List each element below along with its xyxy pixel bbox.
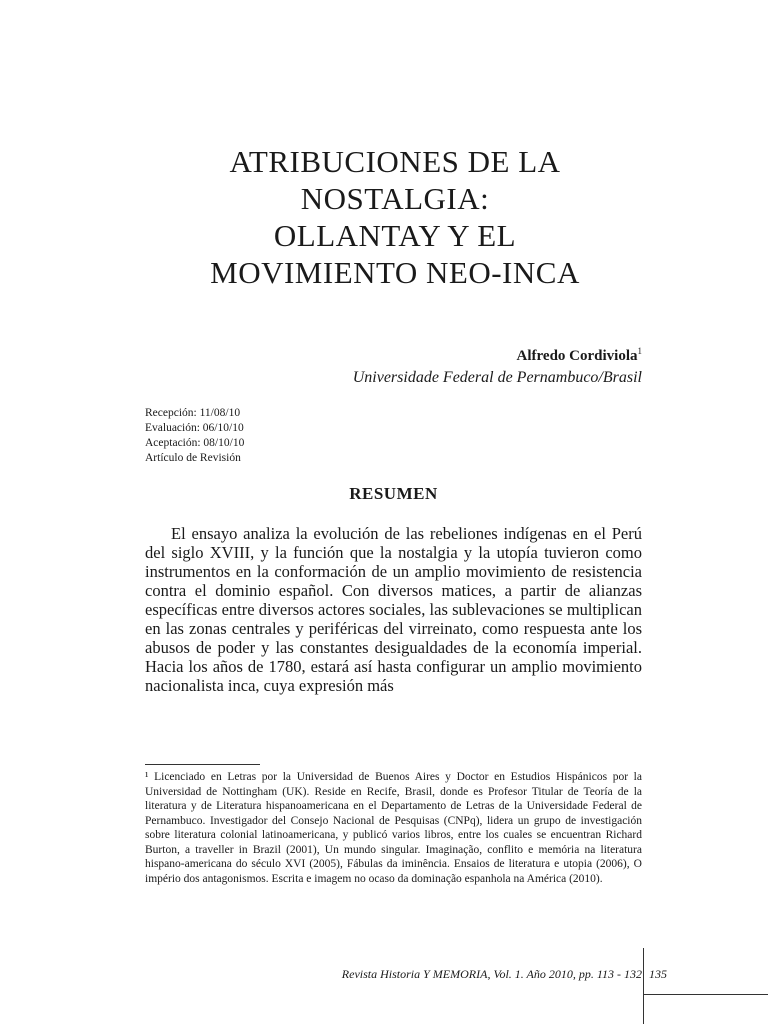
abstract-text: El ensayo analiza la evolución de las rebeliones indígenas en el Perú del siglo XVIII, y la función que la nostalgia y la utopía tuvieron como instrumentos en la conformación de un amplio movimiento de resistencia contra el dominio español. Con diversos matices, a partir de alianzas específicas entre diversos actores sociales, las sublevaciones se multiplican en las zonas centrales y periféricas del virreinato, como respuesta ante los abusos de poder y las constantes desigualdades de la economía imperial. Hacia los años de 1780, estará así hasta configurar un amplio movimiento nacionalista inca, cuya expresión más <box>145 524 642 695</box>
journal-citation: Revista Historia Y MEMORIA, Vol. 1. Año 2010, pp. 113 - 132 <box>341 967 642 981</box>
evaluation-date: Evaluación: 06/10/10 <box>145 422 244 434</box>
title-line-4: MOVIMIENTO NEO-INCA <box>210 254 580 290</box>
footnote-divider <box>145 764 260 765</box>
reception-date: Recepción: 11/08/10 <box>145 407 241 419</box>
crop-mark-horizontal <box>643 994 768 995</box>
abstract-heading: RESUMEN <box>349 484 438 503</box>
article-title <box>100 143 690 291</box>
article-dates <box>145 406 244 466</box>
author-affiliation: Universidade Federal de Pernambuco/Brasil <box>352 369 642 386</box>
crop-mark-vertical <box>643 948 644 1024</box>
author-name: Alfredo Cordiviola <box>516 348 638 364</box>
acceptance-date: Aceptación: 08/10/10 <box>145 437 245 449</box>
title-line-1: ATRIBUCIONES DE LA <box>229 143 561 179</box>
author-block <box>517 346 642 365</box>
title-line-3: OLLANTAY Y EL <box>273 217 517 253</box>
title-line-2: NOSTALGIA: <box>300 180 490 216</box>
article-type: Artículo de Revisión <box>145 452 241 464</box>
page-number: 135 <box>649 967 667 981</box>
footnote-text: ¹ Licenciado en Letras por la Universidad de Buenos Aires y Doctor en Estudios Hispánicos por la Universidad de Nottingham (UK). Reside en Recife, Brasil, donde es Profesor Titular de Teoría de la literatura y de Literatura hispanoamericana en el Departamento de Letras de la Universidade Federal de Pernambuco. Investigador del Consejo Nacional de Pesquisas (CNPq), lidera un grupo de investigación sobre literatura colonial latinoamericana, y publicó varios libros, entre los cuales se encuentran Richard Burton, a traveller in Brazil (2001), Un mundo singular. Imaginação, conflito e memória na literatura hispano-americana do século XVI (2005), Fábulas da iminência. Ensaios de literatura e utopia (2006), O império dos antagonismos. Escrita e imagem no ocaso da dominação espanhola na América (2010). <box>145 771 642 885</box>
author-footnote-mark[interactable]: 1 <box>637 346 642 356</box>
